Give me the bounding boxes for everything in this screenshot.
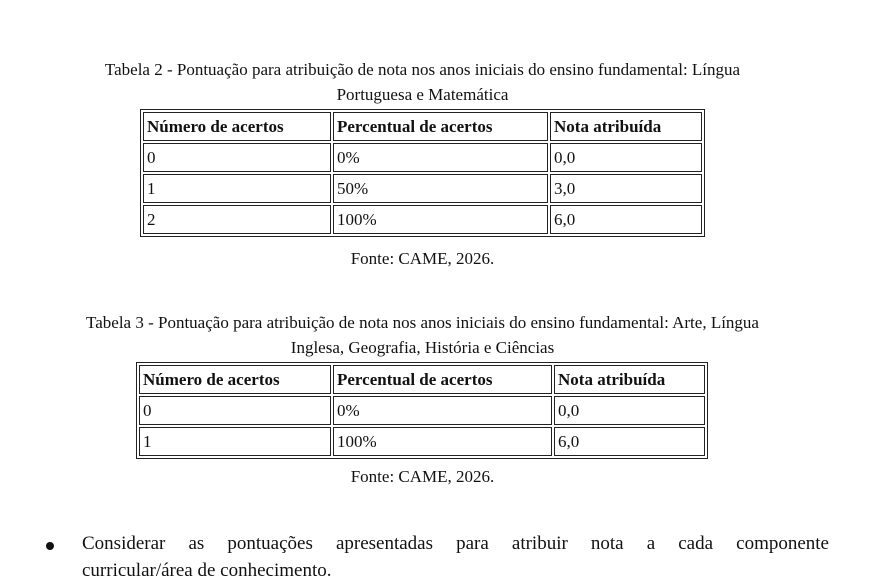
table2-header-nota: Nota atribuída xyxy=(550,112,702,141)
table-cell: 100% xyxy=(333,205,548,234)
table3-caption-line2: Inglesa, Geografia, História e Ciências xyxy=(290,338,555,357)
bullet-text xyxy=(82,530,829,584)
table-cell: 3,0 xyxy=(550,174,702,203)
table3-caption-line1: Tabela 3 - Pontuação para atribuição de nota nos anos iniciais do ensino fundamental: Arte, Língua xyxy=(86,313,759,332)
table3-header-percentual: Percentual de acertos xyxy=(333,365,552,394)
table-cell: 100% xyxy=(333,427,552,456)
bullet-dot-icon xyxy=(46,542,54,550)
table-cell: 0,0 xyxy=(554,396,705,425)
table2-header-acertos: Número de acertos xyxy=(143,112,331,141)
table-cell: 6,0 xyxy=(550,205,702,234)
table3-source: Fonte: CAME, 2026. xyxy=(350,467,495,486)
table3-header-nota: Nota atribuída xyxy=(554,365,705,394)
table2 xyxy=(140,109,705,237)
table-cell: 1 xyxy=(139,427,331,456)
table-cell: 0% xyxy=(333,143,548,172)
table-row xyxy=(143,205,702,234)
table-cell: 50% xyxy=(333,174,548,203)
table-cell: 2 xyxy=(143,205,331,234)
table3 xyxy=(136,362,708,459)
table2-source: Fonte: CAME, 2026. xyxy=(350,249,495,268)
table-cell: 0,0 xyxy=(550,143,702,172)
table-row xyxy=(139,427,705,456)
table-cell: 1 xyxy=(143,174,331,203)
bullet-text-line1: Considerar as pontuações apresentadas para atribuir nota a cada componente xyxy=(82,533,829,554)
table-row xyxy=(139,396,705,425)
table3-header-row xyxy=(139,365,705,394)
table-cell: 6,0 xyxy=(554,427,705,456)
table2-header-percentual: Percentual de acertos xyxy=(333,112,548,141)
table2-caption-line2: Portuguesa e Matemática xyxy=(336,85,509,104)
table-row xyxy=(143,143,702,172)
table3-caption xyxy=(0,310,845,360)
table-cell: 0 xyxy=(139,396,331,425)
table-cell: 0% xyxy=(333,396,552,425)
bullet-text-line2: curricular/área de conhecimento. xyxy=(82,560,332,581)
table3-header-acertos: Número de acertos xyxy=(139,365,331,394)
table2-caption-line1: Tabela 2 - Pontuação para atribuição de nota nos anos iniciais do ensino fundamental: Língua xyxy=(104,60,741,79)
table-cell: 0 xyxy=(143,143,331,172)
table2-header-row xyxy=(143,112,702,141)
table2-caption xyxy=(0,57,845,107)
table-row xyxy=(143,174,702,203)
